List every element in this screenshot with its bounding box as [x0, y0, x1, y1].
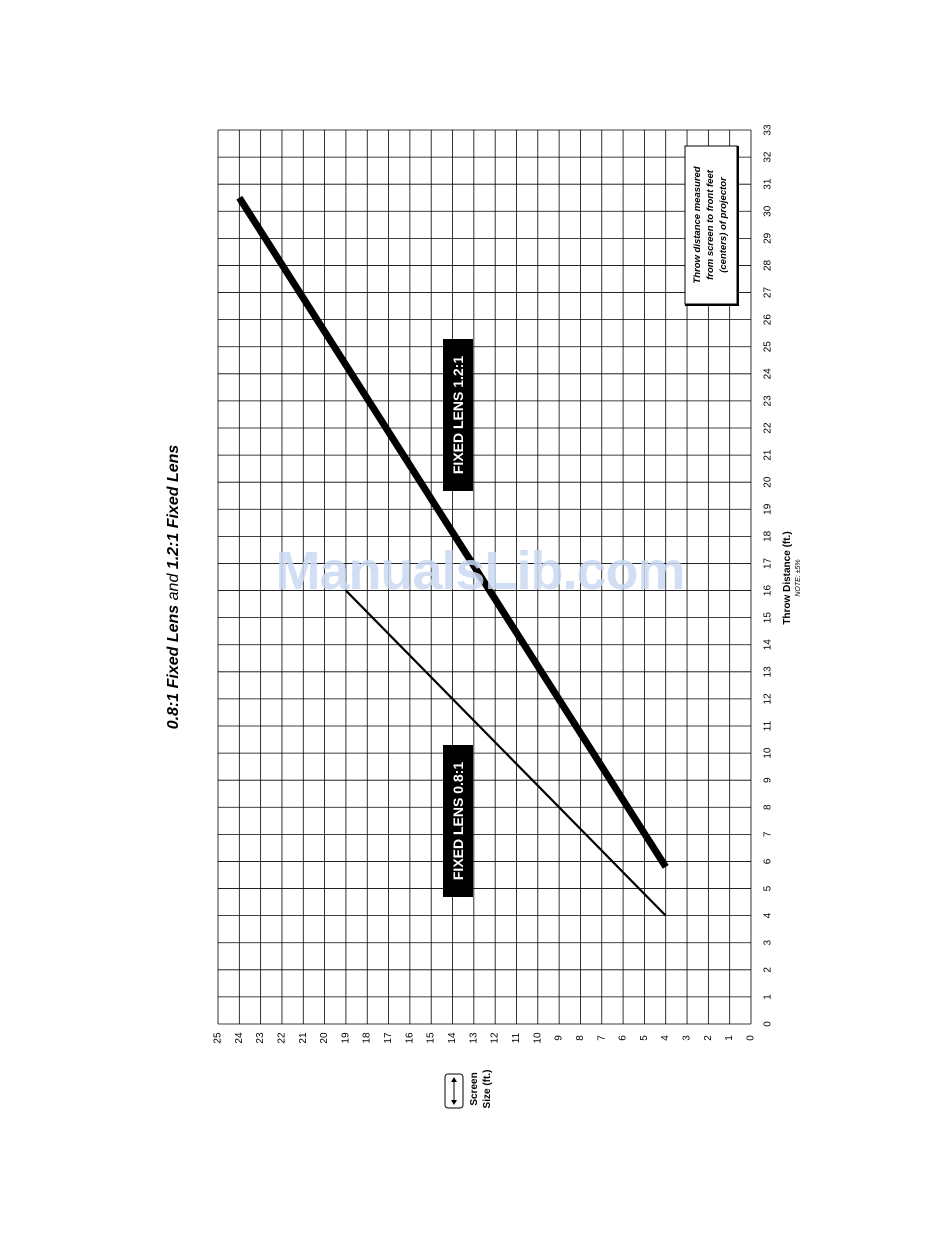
title-part-2: and [165, 569, 182, 605]
x-axis-ticks [763, 124, 774, 1027]
y-tick-label: 25 [212, 1032, 224, 1044]
y-tick-label: 19 [340, 1032, 352, 1044]
y-tick-label: 12 [489, 1032, 501, 1044]
x-tick-label: 31 [762, 178, 774, 190]
x-tick-label: 30 [762, 205, 774, 217]
y-tick-label: 18 [361, 1032, 373, 1044]
x-tick-label: 16 [762, 584, 774, 597]
y-tick-label: 5 [638, 1035, 650, 1041]
screen-size-icon [445, 1074, 463, 1108]
chart-title [165, 445, 182, 730]
x-tick-label: 1 [762, 994, 774, 1000]
note-line-3: (centers) of projector [718, 177, 729, 273]
x-tick-label: 11 [762, 720, 774, 732]
y-tick-label: 9 [553, 1035, 565, 1041]
y-tick-label: 22 [276, 1032, 288, 1044]
y-tick-label: 11 [510, 1032, 522, 1044]
x-tick-label: 14 [762, 639, 774, 651]
x-tick-label: 32 [762, 151, 774, 163]
x-tick-label: 4 [762, 912, 774, 919]
x-tick-label: 7 [762, 831, 774, 838]
x-tick-label: 9 [762, 777, 774, 783]
y-tick-label: 17 [383, 1032, 395, 1044]
x-tick-label: 24 [762, 368, 774, 380]
series-label-text: FIXED LENS 0.8:1 [450, 761, 466, 881]
y-axis-label-line1: Screen [469, 1072, 480, 1106]
y-tick-label: 4 [660, 1035, 672, 1041]
x-tick-label: 29 [762, 232, 774, 244]
y-tick-label: 20 [319, 1032, 331, 1044]
y-tick-label: 21 [297, 1032, 309, 1044]
x-tick-label: 17 [762, 557, 774, 570]
x-axis-label: Throw Distance (ft.) [782, 531, 793, 625]
x-tick-label: 10 [762, 747, 774, 759]
y-tick-label: 15 [425, 1032, 437, 1044]
y-tick-label: 8 [574, 1035, 586, 1041]
y-tick-label: 24 [233, 1032, 245, 1044]
x-tick-label: 22 [762, 422, 774, 434]
x-tick-label: 2 [762, 967, 774, 973]
x-tick-label: 21 [762, 449, 774, 461]
x-tick-label: 28 [762, 259, 774, 272]
x-tick-label: 8 [762, 804, 774, 811]
x-tick-label: 12 [762, 693, 774, 705]
watermark: ManualsLib.com [275, 541, 685, 601]
y-tick-label: 3 [681, 1035, 693, 1041]
x-tick-label: 26 [762, 314, 774, 326]
y-tick-label: 16 [404, 1032, 416, 1044]
x-tick-label: 19 [762, 503, 774, 515]
x-tick-label: 18 [762, 530, 774, 542]
x-tick-label: 23 [762, 395, 774, 407]
y-tick-label: 13 [468, 1032, 480, 1044]
y-tick-label: 10 [532, 1032, 544, 1044]
throw-distance-note-box [685, 146, 739, 306]
title-part-3: 1.2:1 Fixed Lens [165, 444, 182, 570]
note-line-1: Throw distance measured [692, 166, 703, 284]
y-tick-label: 14 [447, 1032, 459, 1044]
note-line-2: from screen to front feet [705, 170, 716, 280]
x-tick-label: 6 [762, 858, 774, 865]
x-tick-label: 33 [762, 124, 774, 136]
y-tick-label: 23 [255, 1032, 267, 1044]
y-axis-ticks [213, 1032, 757, 1044]
y-tick-label: 2 [702, 1035, 714, 1041]
x-tick-label: 15 [762, 612, 774, 624]
x-tick-label: 13 [762, 666, 774, 678]
x-tick-label: 20 [762, 476, 774, 488]
x-axis-note: NOTE: ±5% [795, 559, 802, 597]
series-label-text: FIXED LENS 1.2:1 [450, 355, 466, 475]
y-tick-label: 1 [724, 1035, 736, 1041]
y-tick-label: 6 [617, 1035, 629, 1041]
y-tick-label: 7 [596, 1035, 608, 1041]
x-tick-label: 25 [762, 341, 774, 353]
series-label-1 [443, 745, 473, 897]
x-tick-label: 3 [762, 939, 774, 946]
x-tick-label: 27 [762, 286, 774, 299]
series-label-2 [443, 339, 473, 491]
title-part-1: 0.8:1 Fixed Lens [165, 604, 182, 730]
x-tick-label: 5 [762, 885, 774, 892]
y-tick-label: 0 [745, 1035, 757, 1041]
y-axis-label-line2: Size (ft.) [482, 1069, 493, 1109]
x-tick-label: 0 [762, 1021, 774, 1027]
